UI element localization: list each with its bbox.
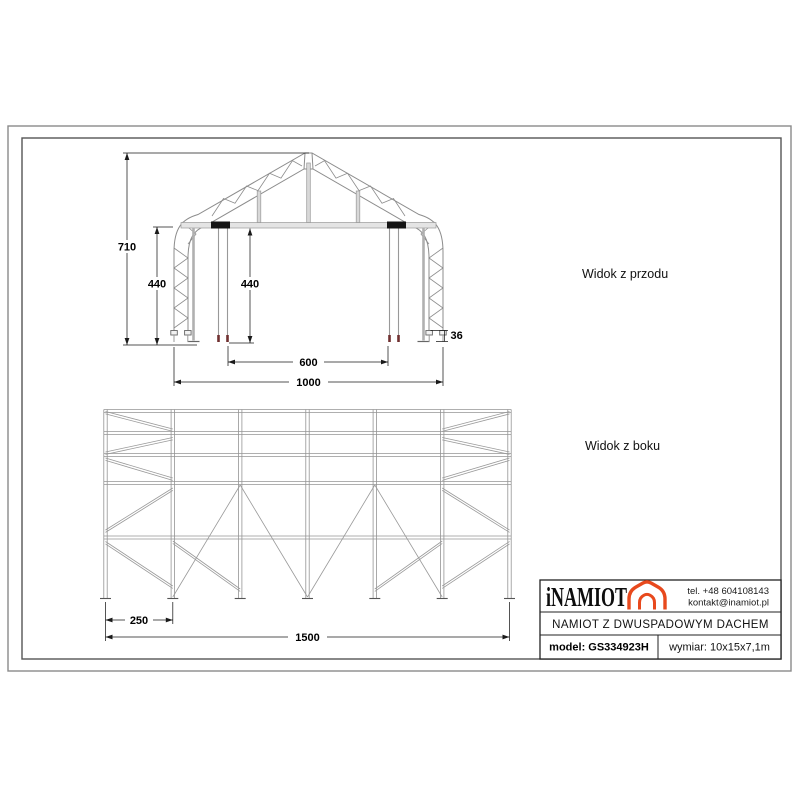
front-view-label: Widok z przodu [582, 267, 669, 281]
dim-door-height: 440 [240, 278, 260, 291]
dim-leg-height: 440 [147, 278, 167, 291]
title-block [540, 580, 781, 659]
dim-total-length: 1500 [295, 632, 320, 644]
dim-total-width: 1000 [296, 377, 321, 389]
front-view-dim-labels [113, 240, 463, 389]
column-lattice-right [429, 248, 443, 328]
brand-logo-text: iNAMIOT [546, 582, 627, 612]
base-plates [171, 331, 446, 336]
email-text: kontakt@inamiot.pl [688, 597, 769, 609]
base-pins [174, 335, 443, 342]
end-bay-braces [106, 412, 510, 592]
front-view-drawing [171, 153, 446, 342]
side-view-label: Widok z boku [585, 439, 661, 453]
side-view-dim-labels [125, 614, 327, 644]
model-text: model: GS334923H [549, 641, 649, 654]
side-columns [104, 410, 511, 599]
a-frame-braces [173, 485, 442, 597]
column-lattice-left [174, 248, 188, 328]
dim-foot-height: 36 [450, 330, 463, 342]
door-track-right [387, 222, 406, 229]
side-rails [104, 410, 511, 540]
dim-door-width: 600 [299, 357, 318, 369]
door-track-left [211, 222, 230, 229]
side-view-drawing [100, 410, 515, 599]
phone-text: tel. +48 604108143 [687, 586, 769, 597]
dim-end-bay-width: 250 [129, 615, 149, 627]
dim-total-height: 710 [117, 241, 137, 254]
front-view-dimensions [123, 153, 448, 386]
queen-post-right [356, 191, 360, 223]
queen-post-left [257, 191, 261, 223]
size-text: wymiar: 10x15x7,1m [669, 641, 770, 654]
product-name: NAMIOT Z DWUSPADOWYM DACHEM [552, 619, 769, 631]
door-post-feet [217, 335, 400, 342]
king-post [307, 163, 311, 223]
